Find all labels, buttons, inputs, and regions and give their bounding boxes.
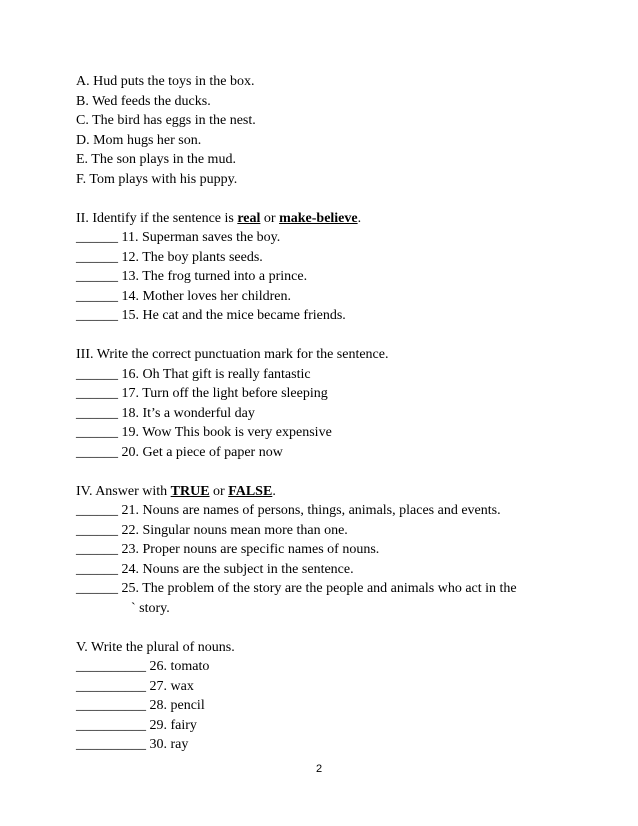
section-2: [76, 209, 596, 326]
question-11: ______ 11. Superman saves the boy.: [76, 230, 281, 245]
question-13: ______ 13. The frog turned into a prince.: [76, 269, 308, 284]
question-23: ______ 23. Proper nouns are specific names of nouns.: [76, 542, 380, 557]
spacer: [76, 326, 596, 346]
question-21: ______ 21. Nouns are names of persons, things, animals, places and events.: [76, 503, 501, 518]
question-29: __________ 29. fairy: [76, 717, 197, 733]
question-18: ______ 18. It’s a wonderful day: [76, 405, 255, 421]
heading-or: or: [209, 483, 229, 499]
answer-option-e: E. The son plays in the mud.: [76, 152, 236, 167]
heading-prefix: II. Identify if the sentence is: [76, 210, 238, 226]
question-27: __________ 27. wax: [76, 678, 194, 694]
keyword-real: real: [237, 210, 261, 226]
section-3: [76, 345, 596, 462]
answer-option-c: C. The bird has eggs in the nest.: [76, 113, 256, 128]
section-3-heading: III. Write the correct punctuation mark for the sentence.: [76, 347, 389, 362]
heading-prefix: IV. Answer with: [76, 483, 171, 499]
matching-answers: [76, 72, 596, 189]
question-16: ______ 16. Oh That gift is really fantastic: [76, 366, 311, 382]
keyword-true: TRUE: [170, 483, 210, 499]
keyword-false: FALSE: [228, 483, 273, 499]
answer-option-a: A. Hud puts the toys in the box.: [76, 74, 255, 89]
answer-option-d: D. Mom hugs her son.: [76, 132, 202, 148]
question-20: ______ 20. Get a piece of paper now: [76, 444, 283, 460]
question-25: ______ 25. The problem of the story are the people and animals who act in the: [76, 581, 517, 596]
section-2-heading: [76, 209, 596, 229]
heading-or: or: [260, 210, 280, 226]
question-17: ______ 17. Turn off the light before sleeping: [76, 386, 328, 401]
answer-option-f: F. Tom plays with his puppy.: [76, 171, 238, 187]
page-number: 2: [315, 763, 323, 775]
question-26: __________ 26. tomato: [76, 659, 210, 674]
question-25-continuation: ` story.: [131, 600, 170, 616]
question-30: __________ 30. ray: [76, 737, 189, 752]
heading-suffix: .: [272, 483, 276, 499]
answer-option-b: B. Wed feeds the ducks.: [76, 93, 211, 109]
section-4-heading: [76, 482, 596, 502]
section-5: [76, 638, 596, 755]
question-19: ______ 19. Wow This book is very expensive: [76, 425, 332, 440]
spacer: [76, 189, 596, 209]
heading-suffix: .: [357, 210, 362, 226]
keyword-make-believe: make-believe: [279, 210, 358, 226]
spacer: [76, 462, 596, 482]
question-14: ______ 14. Mother loves her children.: [76, 288, 292, 304]
worksheet-page: [76, 72, 596, 755]
question-28: __________ 28. pencil: [76, 698, 205, 713]
question-12: ______ 12. The boy plants seeds.: [76, 249, 263, 265]
spacer: [76, 618, 596, 638]
question-22: ______ 22. Singular nouns mean more than one.: [76, 522, 348, 538]
section-5-heading: V. Write the plural of nouns.: [76, 639, 235, 655]
question-15: ______ 15. He cat and the mice became friends.: [76, 308, 346, 323]
section-4: [76, 482, 596, 619]
question-24: ______ 24. Nouns are the subject in the sentence.: [76, 561, 354, 577]
